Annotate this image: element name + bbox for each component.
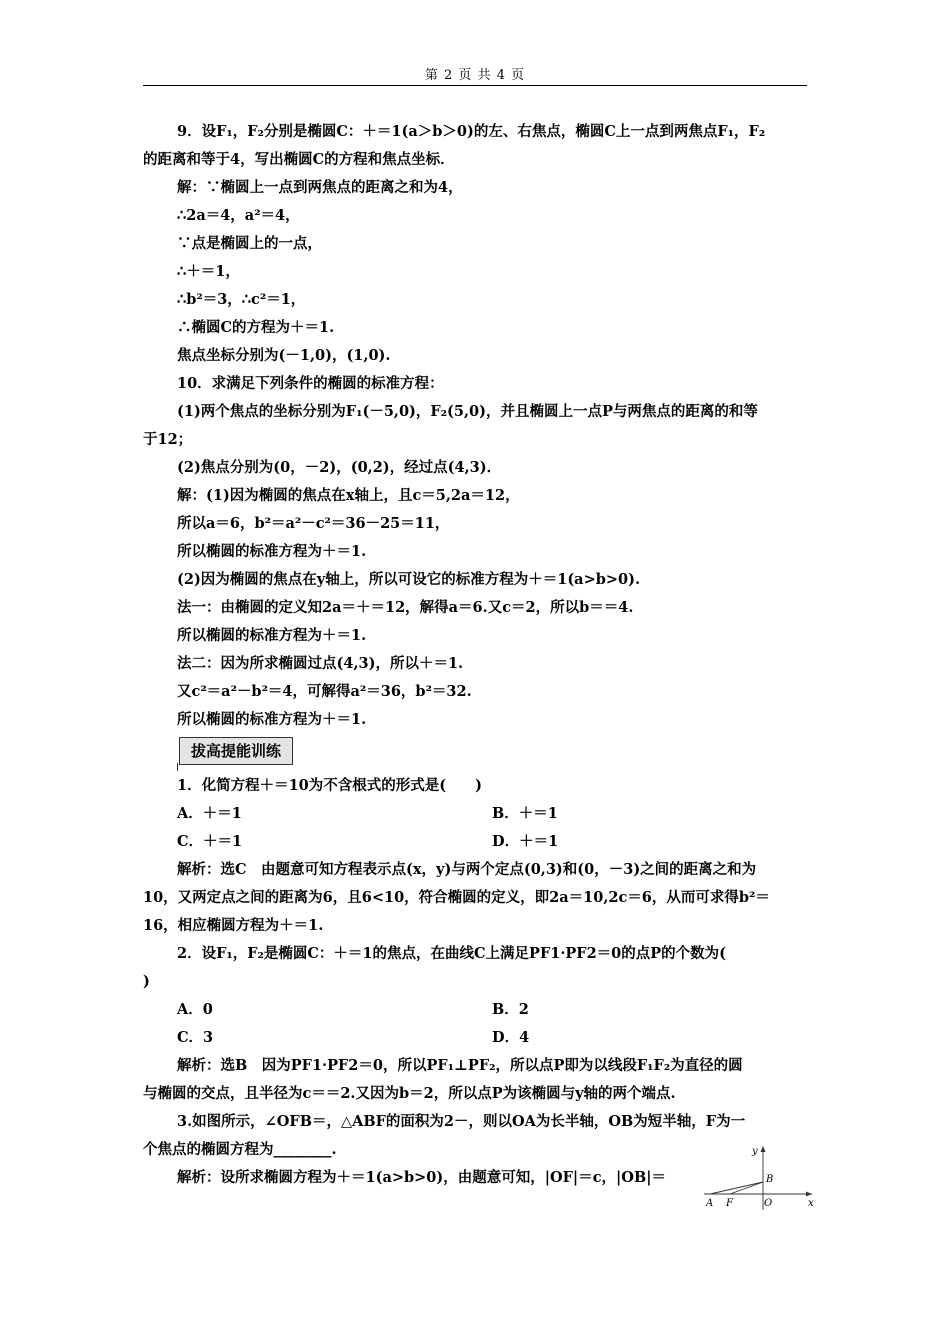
document-body: [143, 118, 807, 1192]
q10-method1-line-1: 法一：由椭圆的定义知2a＝＋＝12，解得a＝6.又c＝2，所以b＝＝4.: [177, 599, 634, 616]
q2-option-d: D．4: [492, 1029, 530, 1046]
q9-solution-line-5: ∴b²＝3，∴c²＝1，: [177, 291, 306, 308]
q10-method2-line-2: 又c²＝a²－b²＝4，可解得a²＝36，b²＝32.: [177, 683, 472, 700]
label-o: O: [764, 1198, 773, 1209]
q9-solution-line-7: 焦点坐标分别为(－1,0)，(1,0).: [177, 347, 391, 364]
label-a: A: [706, 1198, 714, 1209]
q10-part2: (2)焦点分别为(0，－2)，(0,2)，经过点(4,3)．: [177, 459, 502, 476]
q9-solution-line-4: ∴＋＝1，: [177, 263, 240, 280]
q1-stem: 1．化简方程＋＝10为不含根式的形式是( ): [177, 777, 482, 794]
section-banner-row: [143, 734, 807, 772]
q9-solution-line-6: ∴椭圆C的方程为＋＝1.: [177, 319, 335, 336]
q1-option-b: B．＋＝1: [492, 805, 558, 822]
q10-method1-line-2: 所以椭圆的标准方程为＋＝1.: [177, 627, 367, 644]
banner-decoration: [177, 763, 218, 771]
q1-option-c: C．＋＝1: [177, 833, 243, 850]
q3-analysis-line-1: 解析：设所求椭圆方程为＋＝1(a>b>0)，由题意可知，|OF|＝c，|OB|＝: [177, 1169, 666, 1186]
q2-options-row-2: [143, 1024, 807, 1052]
q1-analysis-line-3: 16，相应椭圆方程为＋＝1.: [143, 917, 324, 934]
q2-options-row-1: [143, 996, 807, 1024]
label-f: F: [726, 1198, 733, 1209]
q10-method2-line-3: 所以椭圆的标准方程为＋＝1.: [177, 711, 367, 728]
q2-option-c: C．3: [177, 1029, 214, 1046]
q1-option-a: A．＋＝1: [177, 805, 242, 822]
x-axis-arrow-icon: [806, 1192, 812, 1197]
q1-options-row-1: [143, 800, 807, 828]
q10-solution-line-2: 所以a＝6，b²＝a²－c²＝36－25＝11，: [177, 515, 450, 532]
q9-solution-line-3: ∵点是椭圆上的一点，: [177, 235, 322, 252]
q9-solution-line-2: ∴2a＝4，a²＝4，: [177, 207, 300, 224]
q1-option-d: D．＋＝1: [492, 833, 559, 850]
q9-stem-line-1: 9．设F₁，F₂分别是椭圆C：＋＝1(a＞b＞0)的左、右焦点，椭圆C上一点到两焦点F₁，F₂: [177, 123, 766, 140]
q2-analysis-line-1: 解析：选B 因为PF1·PF2＝0，所以PF₁⊥PF₂，所以点P即为以线段F₁F₂为直径的圆: [177, 1057, 743, 1074]
label-x: x: [808, 1198, 814, 1209]
label-y: y: [752, 1146, 758, 1157]
y-axis-arrow-icon: [761, 1146, 766, 1152]
q9-stem-line-2: 的距离和等于4，写出椭圆C的方程和焦点坐标．: [143, 151, 455, 168]
page-header: 第 2 页 共 4 页: [424, 68, 526, 83]
q10-part1-line-2: 于12；: [143, 431, 193, 448]
q3-figure: [700, 1138, 818, 1212]
header-rule: [143, 85, 807, 86]
q10-solution-line-3: 所以椭圆的标准方程为＋＝1.: [177, 543, 367, 560]
q10-part1-line-1: (1)两个焦点的坐标分别为F₁(－5,0)，F₂(5,0)，并且椭圆上一点P与两焦点的距离的和等: [177, 403, 758, 420]
q3-stem-line-2: 个焦点的椭圆方程为________.: [143, 1141, 337, 1158]
q2-stem-line-2: ): [143, 973, 150, 990]
section-banner: 拔高提能训练: [179, 737, 293, 765]
label-b: B: [766, 1174, 774, 1185]
q10-stem: 10．求满足下列条件的椭圆的标准方程：: [177, 375, 444, 392]
q10-solution-line-4: (2)因为椭圆的焦点在y轴上，所以可设它的标准方程为＋＝1(a>b>0).: [177, 571, 641, 588]
q9-solution-line-1: 解：∵椭圆上一点到两焦点的距离之和为4，: [177, 179, 463, 196]
q3-stem-line-1: 3.如图所示，∠OFB＝，△ABF的面积为2－，则以OA为长半轴，OB为短半轴，F为一: [177, 1113, 746, 1130]
q10-method2-line-1: 法二：因为所求椭圆过点(4,3)，所以＋＝1.: [177, 655, 464, 672]
coordinate-diagram: [700, 1138, 818, 1212]
q1-options-row-2: [143, 828, 807, 856]
q2-stem-line-1: 2．设F₁，F₂是椭圆C：＋＝1的焦点，在曲线C上满足PF1·PF2＝0的点P的个数为(: [177, 945, 727, 962]
q2-option-b: B．2: [492, 1001, 529, 1018]
q1-analysis-line-1: 解析：选C 由题意可知方程表示点(x，y)与两个定点(0,3)和(0，－3)之间的距离之和为: [177, 861, 757, 878]
q2-option-a: A．0: [177, 1001, 213, 1018]
q10-solution-line-1: 解：(1)因为椭圆的焦点在x轴上，且c＝5,2a＝12，: [177, 487, 520, 504]
q1-analysis-line-2: 10，又两定点之间的距离为6，且6<10，符合椭圆的定义，即2a＝10,2c＝6，从而可求得b²＝: [143, 889, 770, 906]
segment-ab: [710, 1182, 763, 1194]
q2-analysis-line-2: 与椭圆的交点，且半径为c＝＝2.又因为b＝2，所以点P为该椭圆与y轴的两个端点.: [143, 1085, 676, 1102]
